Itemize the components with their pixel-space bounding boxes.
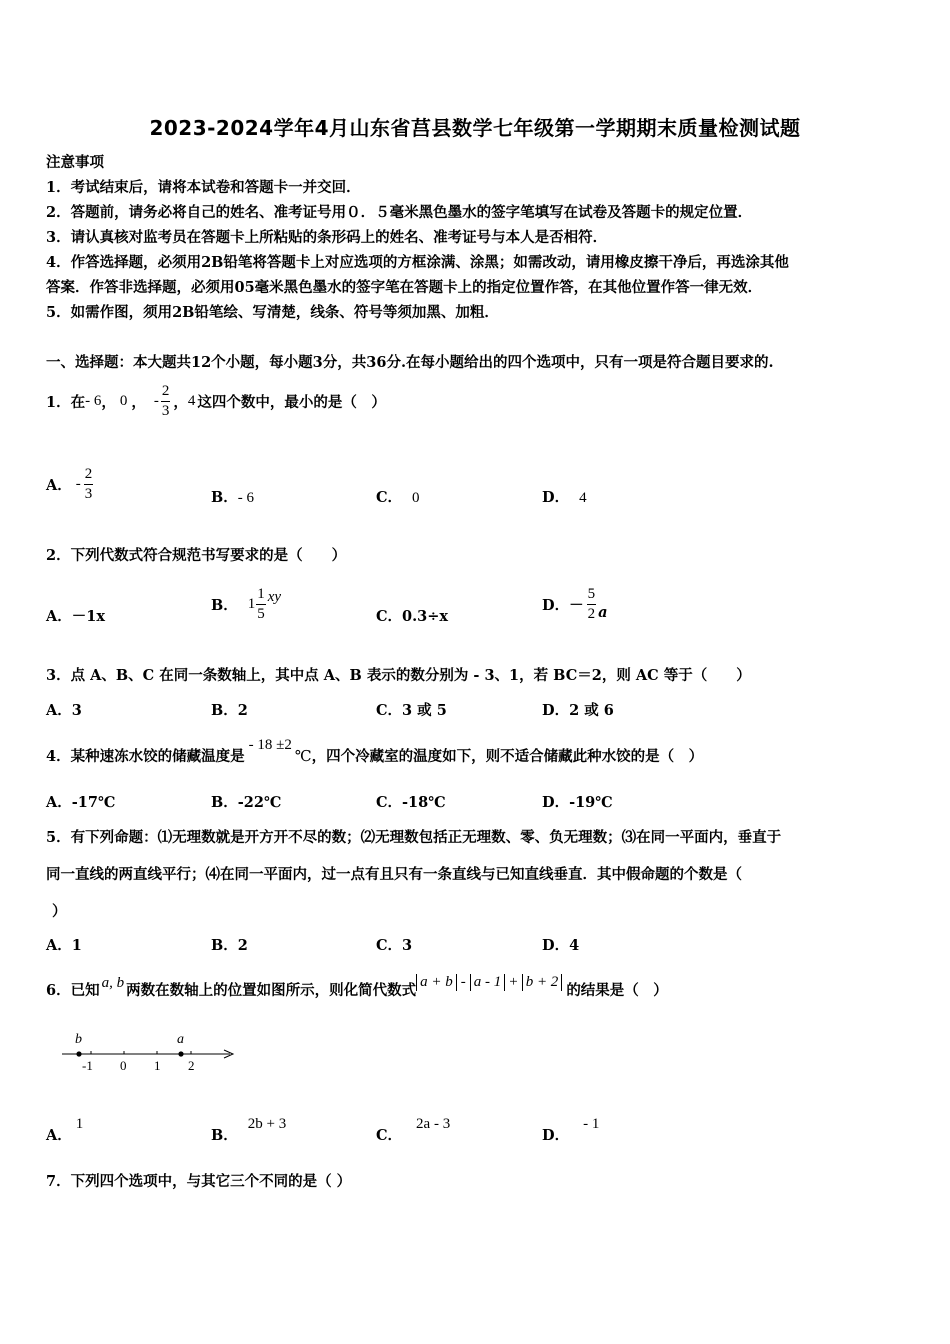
point-b: [76, 1051, 81, 1056]
q4-option-c[interactable]: C．-18℃: [376, 794, 446, 811]
question-5-line-1: 5．有下列命题：⑴无理数就是开方开不尽的数；⑵无理数包括正无理数、零、负无理数；⑶在同一平面内，垂直于: [46, 829, 782, 846]
q1-option-c-label: C．: [376, 489, 403, 506]
q1-suffix: 这四个数中，最小的是（ ）: [197, 393, 386, 411]
question-2: 2．下列代数式符合规范书写要求的是（ ）: [46, 547, 347, 564]
question-3: 3．点 A、B、C 在同一条数轴上，其中点 A、B 表示的数分别为 - 3、1，若 BC＝2，则 AC 等于（ ）: [46, 667, 751, 684]
q6-option-a-label: A．: [46, 1127, 72, 1144]
q5-option-d[interactable]: D．4: [542, 937, 580, 954]
q6-suffix: 的结果是（ ）: [566, 982, 668, 999]
q4-option-b[interactable]: B．-22℃: [211, 794, 282, 811]
q6-prefix: 6．已知: [46, 982, 100, 999]
q6-option-c-label: C．: [376, 1127, 403, 1144]
q2-option-d[interactable]: [542, 581, 607, 627]
q4-prefix: 4．某种速冻水饺的储藏温度是: [46, 748, 245, 765]
q6-plus: +: [509, 974, 518, 990]
question-6: [46, 970, 668, 1000]
q1-separator-2: ，: [131, 393, 146, 411]
q2-option-c[interactable]: C．0.3÷x: [376, 608, 449, 625]
q1-option-d-value: 4: [579, 490, 587, 506]
q1-option-c[interactable]: [376, 486, 420, 507]
note-1: 1．考试结束后，请将本试卷和答题卡一并交回．: [46, 179, 361, 196]
tick-label-neg1: -1: [82, 1058, 93, 1073]
notes-heading: 注意事项: [46, 154, 104, 171]
tick-label-1: 1: [154, 1058, 161, 1073]
q2-option-b-numerator: 1: [256, 587, 266, 605]
q1-option-a-sign: -: [75, 475, 81, 492]
q6-variables: a, b: [101, 975, 125, 991]
q1-option-a-denominator: 3: [84, 485, 93, 502]
q1-option-a-label: A．: [46, 476, 72, 494]
tick-label-0: 0: [120, 1058, 127, 1073]
q4-option-a[interactable]: A．-17℃: [46, 794, 116, 811]
q6-option-d[interactable]: [542, 1116, 600, 1145]
q2-option-b-variable: xy: [267, 588, 282, 605]
q1-option-b-label: B．: [211, 489, 238, 506]
page-title: 2023-2024学年4月山东省莒县数学七年级第一学期期末质量检测试题: [149, 116, 801, 140]
question-1: [46, 378, 386, 424]
q1-fraction-denominator: 3: [161, 402, 170, 419]
question-5-line-2: 同一直线的两直线平行；⑷在同一平面内，过一点有且只有一条直线与已知直线垂直．其中假命题的个数是（: [46, 866, 742, 883]
q4-suffix: ，四个冷藏室的温度如下，则不适合储藏此种水饺的是（ ）: [311, 748, 704, 765]
q1-option-c-value: 0: [412, 490, 420, 506]
point-a: [178, 1051, 183, 1056]
q2-option-b-label: B．: [211, 596, 238, 614]
q6-option-a[interactable]: [46, 1116, 84, 1145]
q1-fraction-numerator: 2: [161, 384, 171, 402]
q1-option-d[interactable]: [542, 486, 587, 507]
q6-expression: [416, 974, 562, 991]
q6-option-c[interactable]: [376, 1116, 451, 1145]
note-4-line-1: 4．作答选择题，必须用2B铅笔将答题卡上对应选项的方框涂满、涂黑；如需改动，请用橡皮擦干净后，再选涂其他: [46, 254, 789, 271]
q1-separator-3: ，: [173, 393, 188, 411]
question-7: 7．下列四个选项中，与其它三个不同的是（ ）: [46, 1173, 352, 1190]
q6-abs-3: b + 2: [522, 974, 563, 991]
q5-option-b[interactable]: B．2: [211, 937, 248, 954]
q1-separator-1: ，: [101, 393, 116, 411]
note-3: 3．请认真核对监考员在答题卡上所粘贴的条形码上的姓名、准考证号与本人是否相符．: [46, 229, 608, 246]
label-b: b: [75, 1032, 82, 1047]
q6-abs-1: a + b: [416, 974, 457, 991]
q1-option-a-numerator: 2: [84, 467, 94, 485]
q5-option-c[interactable]: C．3: [376, 937, 413, 954]
label-a: a: [177, 1032, 184, 1047]
q6-number-line: [58, 1026, 248, 1076]
q1-number-1: - 6: [85, 392, 102, 409]
q6-option-a-value: 1: [75, 1116, 84, 1132]
q6-option-b-label: B．: [211, 1127, 238, 1144]
q6-minus: -: [460, 974, 466, 990]
q6-option-b-value: 2b + 3: [247, 1116, 287, 1132]
q3-option-b[interactable]: B．2: [211, 702, 248, 719]
note-5: 5．如需作图，须用2B铅笔绘、写清楚，线条、符号等须加黑、加粗．: [46, 304, 499, 321]
q6-abs-2: a - 1: [470, 974, 506, 991]
q5-option-a[interactable]: A．1: [46, 937, 82, 954]
question-4: [46, 737, 704, 766]
q1-option-a[interactable]: [46, 461, 93, 507]
q1-option-b[interactable]: [211, 486, 254, 507]
q2-option-d-fraction: [587, 587, 597, 622]
q1-negative-sign: -: [153, 392, 159, 409]
q1-option-b-value: - 6: [237, 490, 255, 506]
q2-option-d-variable: a: [598, 603, 608, 621]
q1-number-2: 0: [119, 392, 128, 409]
q1-option-d-label: D．: [542, 489, 570, 506]
note-2: 2．答题前，请务必将自己的姓名、准考证号用０．５毫米黑色墨水的签字笔填写在试卷及答题卡的规定位置．: [46, 204, 753, 221]
question-5-line-3: ）: [52, 903, 67, 920]
q6-option-c-value: 2a - 3: [416, 1116, 451, 1132]
q4-unit: ℃: [294, 749, 312, 765]
q1-prefix: 1．在: [46, 393, 86, 411]
q1-fraction: [161, 384, 171, 419]
q6-option-d-value: - 1: [583, 1116, 600, 1132]
q2-option-b[interactable]: [211, 581, 281, 627]
q6-option-d-label: D．: [542, 1127, 570, 1144]
q3-option-c[interactable]: C．3 或 5: [376, 702, 447, 719]
q2-option-d-numerator: 5: [587, 587, 597, 605]
q2-option-b-whole: 1: [247, 595, 256, 612]
q2-option-d-denominator: 2: [587, 605, 596, 622]
q3-option-d[interactable]: D．2 或 6: [542, 702, 614, 719]
q1-number-4: 4: [187, 392, 196, 409]
section-1-heading: 一、选择题：本大题共12个小题，每小题3分，共36分.在每小题给出的四个选项中，只有一项是符合题目要求的.: [46, 354, 774, 371]
q1-option-a-fraction: [84, 467, 94, 502]
q2-option-d-label: D．－: [542, 596, 584, 614]
q6-middle-text: 两数在数轴上的位置如图所示，则化简代数式: [126, 982, 417, 999]
q6-option-b[interactable]: [211, 1116, 287, 1145]
tick-label-2: 2: [188, 1058, 195, 1073]
note-4-line-2: 答案．作答非选择题，必须用05毫米黑色墨水的签字笔在答题卡上的指定位置作答，在其他位置作答一律无效．: [46, 279, 763, 296]
q2-option-b-fraction: [256, 587, 266, 622]
q2-option-b-denominator: 5: [257, 605, 265, 622]
q3-option-a[interactable]: A．3: [46, 702, 82, 719]
q2-option-a[interactable]: A．－1x: [46, 608, 105, 625]
q4-temperature: - 18 ±2: [248, 737, 292, 753]
q4-option-d[interactable]: D．-19℃: [542, 794, 613, 811]
